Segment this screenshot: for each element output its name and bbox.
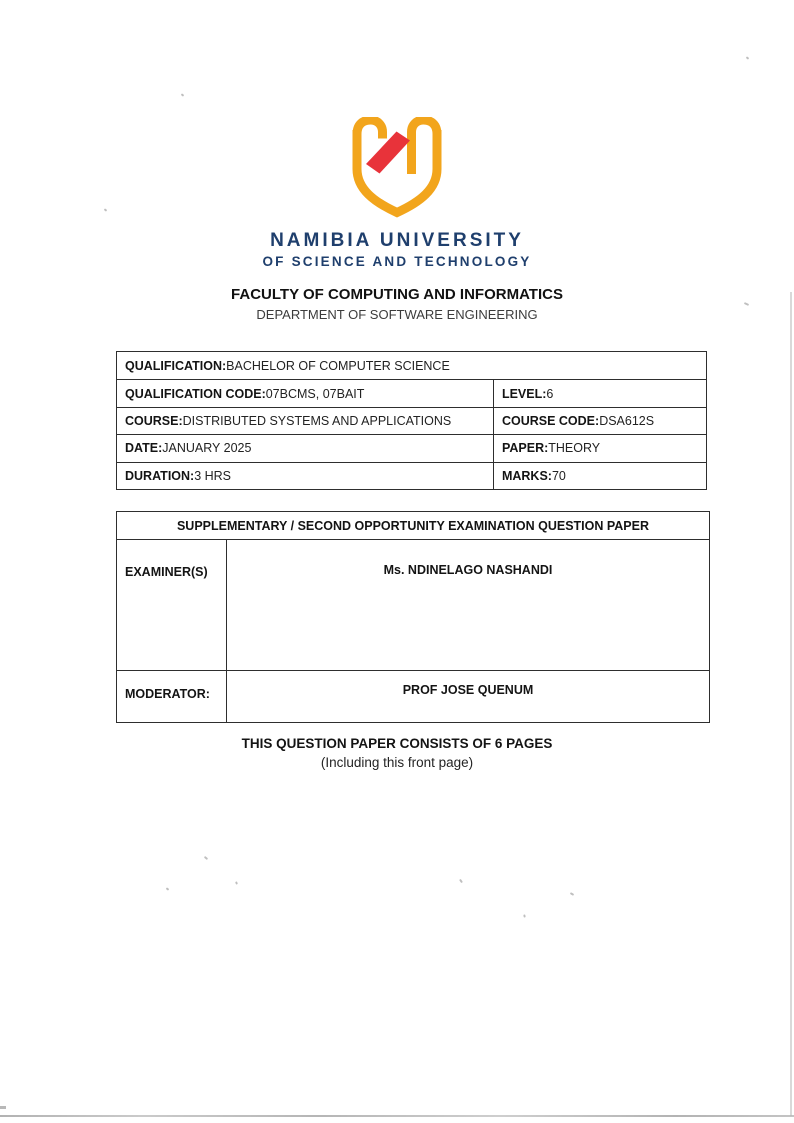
- table-row: [117, 352, 706, 379]
- table-row: [117, 379, 706, 406]
- scan-speckle: [181, 93, 185, 96]
- university-name: NAMIBIA UNIVERSITY: [270, 230, 524, 251]
- nust-logo: [347, 117, 447, 225]
- course-value: DISTRIBUTED SYSTEMS AND APPLICATIONS: [182, 413, 452, 428]
- duration-cell: [117, 463, 494, 489]
- qualification-cell: [117, 352, 706, 379]
- scan-speckle: [523, 914, 525, 917]
- level-value: 6: [546, 386, 554, 401]
- qualification-code-cell: [117, 380, 494, 406]
- moderator-name: PROF JOSE QUENUM: [402, 683, 534, 697]
- examiner-label: EXAMINER(S): [117, 540, 227, 670]
- date-label: DATE:: [125, 441, 163, 456]
- scan-speckle: [166, 887, 170, 890]
- duration-value: 3 HRS: [194, 468, 232, 483]
- exam-paper-type-header: SUPPLEMENTARY / SECOND OPPORTUNITY EXAMINATION QUESTION PAPER: [117, 512, 709, 540]
- table-row: [117, 434, 706, 461]
- paper-label: PAPER:: [501, 441, 549, 456]
- course-info-table: [116, 351, 707, 490]
- course-label: COURSE:: [125, 413, 183, 428]
- scan-speckle: [104, 208, 108, 211]
- examiner-name: Ms. NDINELAGO NASHANDI: [383, 563, 553, 577]
- page-count-subline: (Including this front page): [320, 755, 474, 770]
- examiner-table: [116, 511, 710, 723]
- faculty-title: FACULTY OF COMPUTING AND INFORMATICS: [231, 286, 563, 303]
- level-label: LEVEL:: [501, 386, 547, 401]
- moderator-row: [117, 670, 709, 722]
- scan-speckle: [204, 856, 208, 860]
- nust-shield-icon: [347, 117, 447, 225]
- level-cell: [494, 380, 706, 406]
- document-heading: [0, 286, 794, 322]
- qualification-code-value: 07BCMS, 07BAIT: [265, 386, 365, 401]
- scan-speckle: [570, 892, 574, 896]
- date-value: JANUARY 2025: [162, 441, 252, 456]
- university-wordmark: [0, 230, 794, 269]
- moderator-label: MODERATOR:: [117, 671, 227, 722]
- qualification-code-label: QUALIFICATION CODE:: [125, 386, 266, 401]
- table-row: [117, 462, 706, 489]
- table-row: [117, 407, 706, 434]
- marks-label: MARKS:: [501, 468, 552, 483]
- page-count-note: [0, 736, 794, 771]
- scan-speckle: [235, 881, 238, 885]
- qualification-value: BACHELOR OF COMPUTER SCIENCE: [226, 358, 450, 373]
- date-cell: [117, 435, 494, 461]
- paper-cell: [494, 435, 706, 461]
- marks-cell: [494, 463, 706, 489]
- scan-edge-bottom: [0, 1115, 794, 1117]
- page-count-line: THIS QUESTION PAPER CONSISTS OF 6 PAGES: [241, 736, 553, 751]
- course-code-label: COURSE CODE:: [501, 413, 600, 428]
- department-title: DEPARTMENT OF SOFTWARE ENGINEERING: [256, 307, 538, 322]
- course-code-value: DSA612S: [599, 413, 655, 428]
- duration-label: DURATION:: [125, 468, 195, 483]
- marks-value: 70: [551, 468, 566, 483]
- examiner-row: [117, 540, 709, 670]
- course-cell: [117, 408, 494, 434]
- university-name-line2: OF SCIENCE AND TECHNOLOGY: [262, 254, 532, 269]
- scan-edge-right: [790, 292, 792, 1116]
- paper-value: THEORY: [548, 441, 601, 456]
- scan-speckle: [459, 879, 463, 883]
- qualification-label: QUALIFICATION:: [125, 358, 227, 373]
- scan-edge-left-dash: [0, 1106, 6, 1109]
- scan-speckle: [746, 56, 750, 59]
- course-code-cell: [494, 408, 706, 434]
